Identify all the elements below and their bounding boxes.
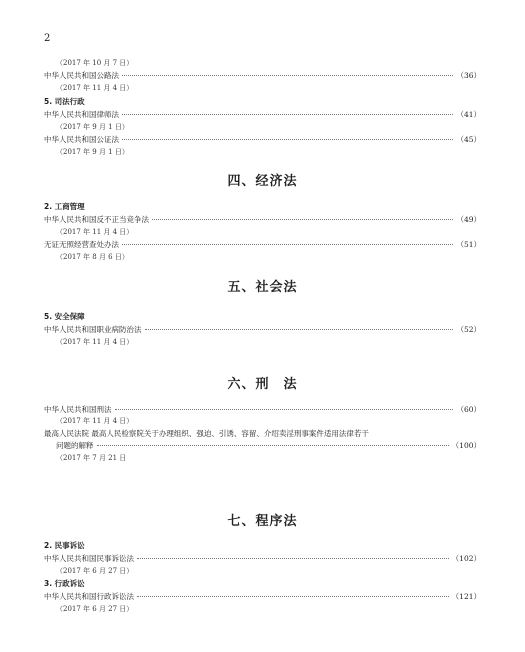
entry-page: （49） — [456, 215, 481, 224]
entry-title: 中华人民共和国刑法 — [44, 405, 112, 414]
entry-title: 中华人民共和国反不正当竞争法 — [44, 215, 149, 224]
dot-leader — [152, 219, 453, 220]
category-label: 3. 行政诉讼 — [44, 579, 85, 588]
entry-title: 中华人民共和国行政诉讼法 — [44, 592, 134, 601]
dot-leader — [115, 409, 454, 410]
entry-page: （102） — [451, 554, 481, 563]
entry-title-line2: 问题的解释 — [56, 441, 94, 450]
toc-entry[interactable] — [56, 440, 481, 451]
entry-date: （2017 年 8 月 6 日） — [56, 253, 129, 261]
section-heading: 五、社会法 — [227, 280, 298, 295]
entry-date: （2017 年 6 月 27 日） — [56, 605, 134, 613]
category-label: 5. 司法行政 — [44, 97, 85, 106]
category-label: 5. 安全保障 — [44, 312, 85, 321]
page-number: 2 — [44, 33, 51, 44]
section-heading: 四、经济法 — [227, 174, 298, 189]
entry-page: （121） — [451, 592, 481, 601]
entry-title: 中华人民共和国民事诉讼法 — [44, 554, 134, 563]
entry-title-line1[interactable]: 最高人民法院 最高人民检察院关于办理组织、强迫、引诱、容留、介绍卖淫刑事案件适用法律若干 — [44, 429, 369, 438]
category-label: 2. 工商管理 — [44, 202, 85, 211]
toc-entry[interactable] — [44, 239, 481, 250]
dot-leader — [97, 445, 449, 446]
entry-title: 中华人民共和国职业病防治法 — [44, 325, 142, 334]
entry-page: （36） — [456, 71, 481, 80]
toc-entry[interactable] — [44, 134, 481, 145]
entry-date: （2017 年 11 月 4 日） — [56, 417, 134, 425]
entry-page: （60） — [456, 405, 481, 414]
dot-leader — [122, 114, 453, 115]
entry-date: （2017 年 11 月 4 日） — [56, 338, 134, 346]
dot-leader — [122, 139, 453, 140]
dot-leader — [137, 558, 449, 559]
entry-date: （2017 年 9 月 1 日） — [56, 148, 129, 156]
entry-page: （45） — [456, 135, 481, 144]
toc-entry[interactable] — [44, 324, 481, 335]
entry-date: （2017 年 11 月 4 日） — [56, 228, 134, 236]
section-heading: 六、刑 法 — [227, 377, 298, 392]
toc-entry[interactable] — [44, 553, 481, 564]
entry-date: （2017 年 6 月 27 日） — [56, 567, 134, 575]
entry-page: （41） — [456, 110, 481, 119]
entry-page: （52） — [456, 325, 481, 334]
entry-date: （2017 年 7 月 21 日 — [56, 454, 127, 462]
entry-page: （51） — [456, 240, 481, 249]
entry-title: 中华人民共和国律师法 — [44, 110, 119, 119]
toc-entry[interactable] — [44, 591, 481, 602]
dot-leader — [145, 329, 454, 330]
toc-entry[interactable] — [44, 109, 481, 120]
entry-date: （2017 年 11 月 4 日） — [56, 84, 134, 92]
entry-title: 中华人民共和国公证法 — [44, 135, 119, 144]
entry-date: （2017 年 10 月 7 日） — [56, 59, 134, 67]
section-heading: 七、程序法 — [227, 514, 298, 529]
toc-entry[interactable] — [44, 214, 481, 225]
entry-page: （100） — [451, 441, 481, 450]
dot-leader — [122, 75, 453, 76]
dot-leader — [137, 596, 449, 597]
toc-entry[interactable] — [44, 70, 481, 81]
entry-date: （2017 年 9 月 1 日） — [56, 123, 129, 131]
toc-entry[interactable] — [44, 404, 481, 415]
entry-title: 中华人民共和国公路法 — [44, 71, 119, 80]
dot-leader — [122, 244, 453, 245]
category-label: 2. 民事诉讼 — [44, 541, 85, 550]
entry-title: 无证无照经营查处办法 — [44, 240, 119, 249]
